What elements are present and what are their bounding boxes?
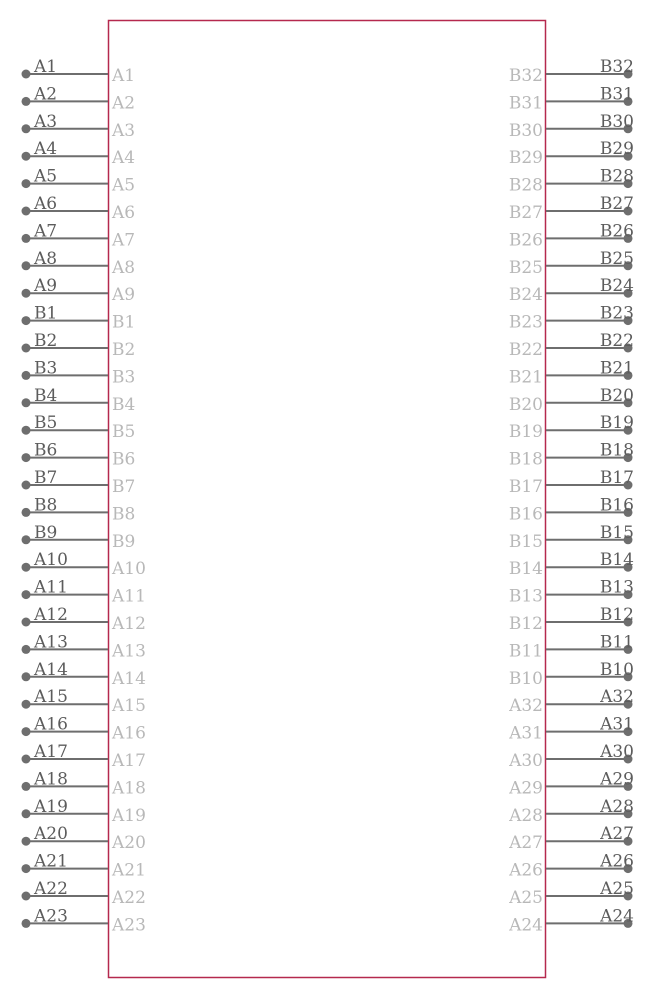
pin-number: B26 — [508, 230, 543, 251]
pin-number: A6 — [112, 203, 136, 223]
pin-end-dot — [22, 645, 31, 654]
pin-label: A2 — [34, 84, 58, 105]
pin-number: B14 — [508, 559, 543, 580]
pin-label: B4 — [34, 385, 58, 406]
pin-a9 — [22, 276, 136, 305]
pin-a19 — [22, 797, 146, 826]
pin-number: A17 — [112, 751, 146, 771]
pin-number: B12 — [508, 614, 543, 634]
pin-end-dot — [22, 618, 31, 627]
pin-label: B1 — [34, 303, 58, 324]
pin-b29 — [509, 139, 634, 168]
pin-number: A21 — [112, 860, 146, 881]
pin-label: A28 — [600, 796, 634, 817]
pin-number: A12 — [112, 614, 146, 634]
left-pin-group — [22, 57, 146, 935]
pin-label: A18 — [34, 769, 68, 790]
pin-b9 — [22, 523, 136, 552]
pin-label: A19 — [34, 796, 68, 817]
pin-label: A4 — [34, 139, 58, 160]
pin-end-dot — [22, 919, 31, 928]
pin-number: B7 — [112, 477, 136, 497]
pin-number: B15 — [508, 531, 543, 552]
pin-label: A1 — [34, 57, 58, 77]
pin-number: A24 — [509, 915, 543, 936]
pin-label: B27 — [599, 194, 634, 214]
pin-end-dot — [22, 316, 31, 325]
pin-end-dot — [22, 755, 31, 764]
pin-label: A24 — [600, 906, 634, 927]
pin-label: A20 — [34, 824, 68, 845]
pin-number: B5 — [112, 422, 136, 443]
pin-a18 — [22, 769, 146, 798]
pin-label: A12 — [34, 605, 68, 625]
pin-label: B18 — [599, 440, 634, 461]
pin-number: B22 — [508, 340, 543, 360]
pin-number: A26 — [509, 860, 543, 881]
pin-label: A6 — [34, 194, 58, 214]
pin-number: B4 — [112, 394, 136, 415]
pin-b22 — [509, 331, 634, 360]
pin-a24 — [508, 906, 634, 935]
pin-a32 — [508, 687, 634, 716]
pin-end-dot — [22, 481, 31, 490]
pin-number: A2 — [112, 93, 136, 114]
pin-end-dot — [22, 563, 31, 572]
pin-number: B10 — [508, 668, 543, 689]
pin-number: A22 — [112, 888, 146, 908]
pin-end-dot — [22, 261, 31, 270]
pin-number: A8 — [112, 257, 136, 278]
pin-end-dot — [22, 782, 31, 791]
pin-end-dot — [22, 70, 31, 79]
pin-a17 — [22, 742, 146, 771]
pin-number: B11 — [508, 641, 543, 662]
pin-number: B23 — [508, 312, 543, 333]
pin-number: A20 — [112, 833, 146, 854]
pin-label: B16 — [599, 495, 634, 516]
pin-label: B11 — [599, 632, 634, 653]
pin-end-dot — [22, 371, 31, 380]
pin-label: B7 — [34, 468, 58, 488]
pin-end-dot — [22, 672, 31, 681]
pin-label: A30 — [600, 742, 634, 762]
pin-end-dot — [22, 97, 31, 106]
pin-b3 — [22, 358, 136, 387]
pin-a23 — [22, 906, 146, 935]
pin-label: A8 — [34, 248, 58, 269]
pin-end-dot — [22, 289, 31, 298]
pin-label: A7 — [34, 221, 58, 242]
pin-label: B22 — [599, 331, 634, 351]
pin-number: B24 — [508, 285, 543, 306]
pin-b15 — [509, 523, 634, 552]
pin-label: B29 — [599, 139, 634, 160]
pin-end-dot — [22, 535, 31, 544]
pin-label: A29 — [600, 769, 634, 790]
pin-b28 — [509, 167, 634, 196]
pin-number: A4 — [112, 148, 136, 169]
pin-label: B15 — [599, 522, 634, 543]
pin-label: A5 — [34, 166, 58, 187]
pin-a2 — [22, 84, 136, 113]
pin-number: B28 — [508, 175, 543, 196]
pin-b31 — [509, 84, 634, 113]
pin-label: A13 — [34, 632, 68, 653]
pin-label: A17 — [34, 742, 68, 762]
pin-number: A14 — [112, 668, 146, 689]
pin-a4 — [22, 139, 136, 168]
pin-number: A18 — [112, 778, 146, 799]
pin-end-dot — [22, 234, 31, 243]
pin-label: A9 — [34, 276, 58, 297]
pin-label: B26 — [599, 221, 634, 242]
pin-b12 — [509, 605, 634, 634]
pin-label: B24 — [599, 276, 634, 297]
pin-label: A31 — [600, 714, 634, 735]
pin-a27 — [508, 824, 634, 853]
pin-end-dot — [22, 344, 31, 353]
pin-number: A31 — [509, 723, 543, 744]
pin-b10 — [509, 660, 634, 689]
pin-number: A10 — [112, 559, 146, 580]
pin-end-dot — [22, 809, 31, 818]
pin-end-dot — [22, 152, 31, 161]
pin-label: A11 — [34, 577, 68, 598]
pin-b2 — [22, 331, 136, 360]
pin-b23 — [509, 304, 634, 333]
pin-a31 — [508, 715, 634, 744]
pin-end-dot — [22, 398, 31, 407]
pin-number: B19 — [508, 422, 543, 443]
pin-label: B12 — [599, 605, 634, 625]
pin-number: B27 — [508, 203, 543, 223]
pin-label: B13 — [599, 577, 634, 598]
pin-a25 — [508, 879, 634, 908]
pin-label: B8 — [34, 495, 58, 516]
pin-b24 — [509, 276, 634, 305]
pin-number: A9 — [112, 285, 136, 306]
pin-b27 — [509, 194, 634, 223]
pin-a13 — [22, 632, 146, 661]
pin-a15 — [22, 687, 146, 716]
pin-number: B32 — [508, 66, 543, 86]
pin-number: B17 — [508, 477, 543, 497]
pin-a1 — [22, 57, 136, 86]
pin-number: A13 — [112, 641, 146, 662]
pin-label: A22 — [34, 879, 68, 899]
pin-a3 — [22, 112, 136, 141]
pin-end-dot — [22, 508, 31, 517]
pin-label: B32 — [599, 57, 634, 77]
pin-label: B17 — [599, 468, 634, 488]
pin-label: A10 — [34, 550, 68, 571]
pin-number: A7 — [112, 230, 136, 251]
pin-number: A32 — [509, 696, 543, 717]
pin-label: A25 — [600, 879, 634, 899]
pin-a14 — [22, 660, 146, 689]
pin-label: A16 — [34, 714, 68, 735]
pin-b4 — [22, 386, 136, 415]
pin-end-dot — [22, 727, 31, 736]
pin-b21 — [509, 358, 634, 387]
pin-end-dot — [22, 124, 31, 133]
pin-number: B20 — [508, 394, 543, 415]
pin-a6 — [22, 194, 136, 223]
pin-number: B31 — [508, 93, 543, 114]
pin-b5 — [22, 413, 136, 442]
pin-a29 — [508, 769, 634, 798]
pin-label: B6 — [34, 440, 58, 461]
pin-b1 — [22, 304, 136, 333]
pin-end-dot — [22, 590, 31, 599]
pin-a26 — [508, 852, 634, 881]
pin-number: A27 — [509, 833, 543, 854]
pin-label: B30 — [599, 111, 634, 132]
pin-label: B3 — [34, 358, 58, 379]
pin-b26 — [509, 221, 634, 250]
pin-number: A29 — [509, 778, 543, 799]
right-pin-group — [508, 57, 634, 935]
pin-number: A3 — [112, 120, 136, 141]
pin-end-dot — [22, 179, 31, 188]
pin-label: B10 — [599, 659, 634, 680]
pin-b8 — [22, 495, 136, 524]
component-body — [109, 21, 546, 978]
pin-b13 — [509, 578, 634, 607]
pin-label: B14 — [599, 550, 634, 571]
pin-number: A15 — [112, 696, 146, 717]
pin-a12 — [22, 605, 146, 634]
pin-number: B9 — [112, 531, 136, 552]
pin-end-dot — [22, 453, 31, 462]
pin-label: B28 — [599, 166, 634, 187]
pin-number: B8 — [112, 504, 136, 525]
pin-b11 — [509, 632, 634, 661]
pin-b7 — [22, 468, 136, 497]
pin-a16 — [22, 715, 146, 744]
pin-number: B13 — [508, 586, 543, 607]
pin-a8 — [22, 249, 136, 278]
pin-number: A28 — [509, 805, 543, 826]
pin-b25 — [509, 249, 634, 278]
pin-number: B1 — [112, 312, 136, 333]
pin-number: A19 — [112, 805, 146, 826]
pin-end-dot — [22, 207, 31, 216]
pin-number: A25 — [509, 888, 543, 908]
pin-a11 — [22, 578, 146, 607]
pin-number: A1 — [112, 66, 136, 86]
pin-end-dot — [22, 864, 31, 873]
pin-number: A23 — [112, 915, 146, 936]
pin-number: A5 — [112, 175, 136, 196]
pin-number: A16 — [112, 723, 146, 744]
pin-number: B25 — [508, 257, 543, 278]
pin-number: B6 — [112, 449, 136, 470]
pin-label: B19 — [599, 413, 634, 434]
pin-label: B21 — [599, 358, 634, 379]
pin-end-dot — [22, 426, 31, 435]
pin-number: B29 — [508, 148, 543, 169]
pin-number: A11 — [112, 586, 146, 607]
pin-label: B31 — [599, 84, 634, 105]
pin-a5 — [22, 167, 136, 196]
pin-label: A14 — [34, 659, 68, 680]
pin-label: A27 — [600, 824, 634, 845]
pin-label: A3 — [34, 111, 58, 132]
pin-b32 — [509, 57, 634, 86]
pin-b30 — [509, 112, 634, 141]
pin-a20 — [22, 824, 146, 853]
pin-label: B23 — [599, 303, 634, 324]
pin-b16 — [509, 495, 634, 524]
pin-number: B16 — [508, 504, 543, 525]
pin-b20 — [509, 386, 634, 415]
pin-label: B2 — [34, 331, 58, 351]
pin-a22 — [22, 879, 146, 908]
pin-end-dot — [22, 700, 31, 709]
pin-b17 — [509, 468, 634, 497]
pin-a30 — [508, 742, 634, 771]
pin-number: B21 — [508, 367, 543, 388]
pin-label: B20 — [599, 385, 634, 406]
pin-number: A30 — [509, 751, 543, 771]
pin-b18 — [509, 441, 634, 470]
pin-a28 — [508, 797, 634, 826]
pin-label: A23 — [34, 906, 68, 927]
pin-number: B30 — [508, 120, 543, 141]
pin-a10 — [22, 550, 146, 579]
pin-a21 — [22, 852, 146, 881]
pin-label: A15 — [34, 687, 68, 708]
pin-number: B2 — [112, 340, 136, 360]
pin-label: B9 — [34, 522, 58, 543]
pin-end-dot — [22, 892, 31, 901]
pin-label: A21 — [34, 851, 68, 872]
pin-number: B18 — [508, 449, 543, 470]
pin-b19 — [509, 413, 634, 442]
pin-a7 — [22, 221, 136, 250]
pin-end-dot — [22, 837, 31, 846]
pin-label: A32 — [600, 687, 634, 708]
pin-label: B5 — [34, 413, 58, 434]
pin-b14 — [509, 550, 634, 579]
pin-label: A26 — [600, 851, 634, 872]
pin-label: B25 — [599, 248, 634, 269]
pin-number: B3 — [112, 367, 136, 388]
pin-b6 — [22, 441, 136, 470]
